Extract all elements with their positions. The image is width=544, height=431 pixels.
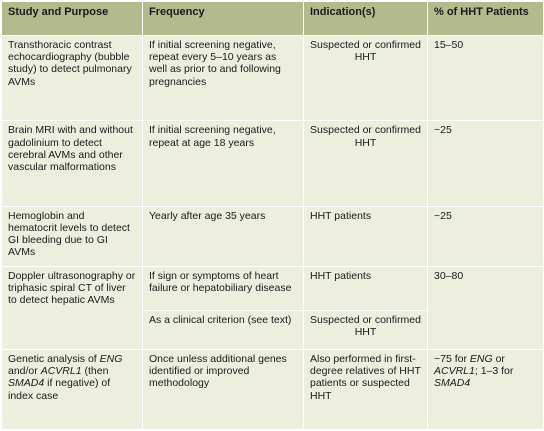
cell-percent: ~75 for ENG or ACVRL1; 1–3 for SMAD4 bbox=[428, 349, 544, 429]
hht-screening-table bbox=[1, 1, 544, 430]
cell-frequency: If initial screening negative, repeat every 5–10 years as well as prior to and following pregnancies bbox=[143, 36, 304, 121]
cell-study: Doppler ultrasonography or triphasic spiral CT of liver to detect hepatic AVMs bbox=[2, 266, 143, 349]
header-indications: Indication(s) bbox=[304, 2, 428, 36]
cell-indications: Suspected or confirmed HHT bbox=[304, 310, 428, 349]
cell-frequency: If sign or symptoms of heart failure or hepatobiliary disease bbox=[143, 266, 304, 310]
cell-indications: Suspected or confirmed HHT bbox=[304, 36, 428, 121]
table-row bbox=[2, 266, 544, 310]
table-row bbox=[2, 121, 544, 206]
table-row bbox=[2, 36, 544, 121]
cell-frequency: Once unless additional genes identified or improved methodology bbox=[143, 349, 304, 429]
cell-study: Brain MRI with and without gadolinium to detect cerebral AVMs and other vascular malformations bbox=[2, 121, 143, 206]
header-percent: % of HHT Patients bbox=[428, 2, 544, 36]
cell-frequency: Yearly after age 35 years bbox=[143, 206, 304, 266]
cell-study: Genetic analysis of ENG and/or ACVRL1 (then SMAD4 if negative) of index case bbox=[2, 349, 143, 429]
header-row bbox=[2, 2, 544, 36]
cell-indications: Also performed in first-degree relatives of HHT patients or suspected HHT bbox=[304, 349, 428, 429]
cell-percent: 30–80 bbox=[428, 266, 544, 349]
cell-study: Hemoglobin and hematocrit levels to detect GI bleeding due to GI AVMs bbox=[2, 206, 143, 266]
cell-indications: Suspected or confirmed HHT bbox=[304, 121, 428, 206]
cell-indications: HHT patients bbox=[304, 206, 428, 266]
table-row bbox=[2, 206, 544, 266]
cell-percent: ~25 bbox=[428, 206, 544, 266]
cell-percent: 15–50 bbox=[428, 36, 544, 121]
cell-percent: ~25 bbox=[428, 121, 544, 206]
cell-frequency: If initial screening negative, repeat at age 18 years bbox=[143, 121, 304, 206]
cell-frequency: As a clinical criterion (see text) bbox=[143, 310, 304, 349]
cell-study: Transthoracic contrast echocardiography (bubble study) to detect pulmonary AVMs bbox=[2, 36, 143, 121]
header-study: Study and Purpose bbox=[2, 2, 143, 36]
header-frequency: Frequency bbox=[143, 2, 304, 36]
table-row bbox=[2, 349, 544, 429]
cell-indications: HHT patients bbox=[304, 266, 428, 310]
